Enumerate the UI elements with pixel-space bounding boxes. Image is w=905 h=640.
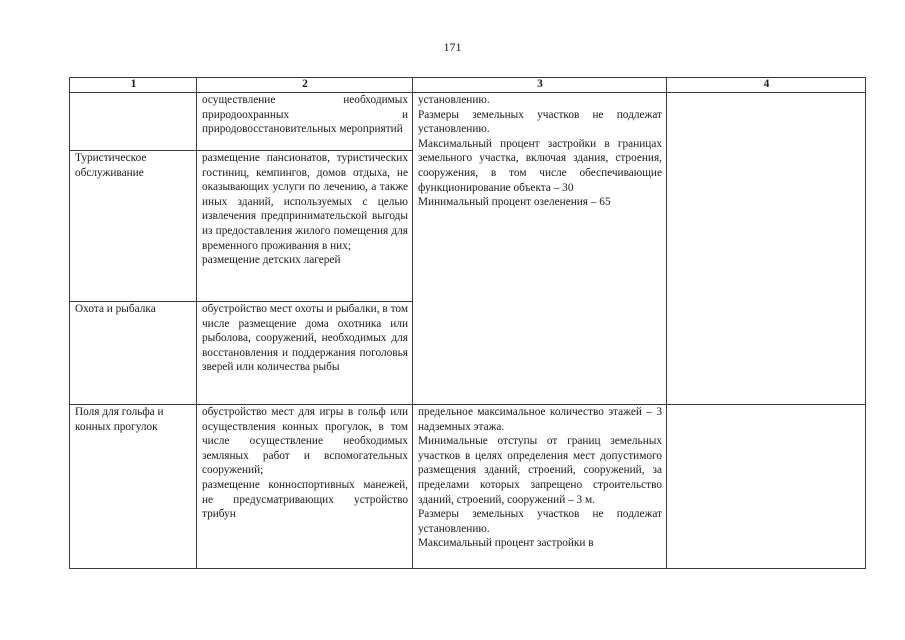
- parameters-paragraph: Минимальный процент озеленения – 65: [418, 196, 611, 209]
- parameters-cell: [413, 405, 667, 569]
- parameters-paragraph: Размеры земельных участков не подлежат установлению.: [418, 508, 662, 535]
- description-paragraph: размещение пансионатов, туристических гостиниц, кемпингов, домов отдыха, не оказывающих услуги по лечению, а также иных зданий, используемых с целью извлечения предпринимательской выгоды из предоставления жилого помещения для временного проживания в них;: [202, 152, 408, 252]
- column-header-4: 4: [667, 78, 866, 93]
- notes-cell: [667, 93, 866, 405]
- page-number: 171: [443, 40, 462, 54]
- description-cell: [197, 93, 413, 151]
- parameters-paragraph: предельное максимальное количество этажей – 3 надземных этажа.: [418, 406, 662, 433]
- parameters-paragraph: Максимальный процент застройки в: [418, 537, 594, 550]
- parameters-paragraph: Максимальный процент застройки в границах земельного участка, включая здания, строения, сооружения, в том числе обеспечивающие функционирование объекта – 30: [418, 137, 662, 194]
- table-row: [70, 93, 866, 151]
- parameters-paragraph: Размеры земельных участков не подлежат установлению.: [418, 108, 662, 136]
- notes-cell: [667, 405, 866, 569]
- parameters-cell: [413, 93, 667, 405]
- use-cell: [70, 93, 197, 151]
- description-cell: [197, 151, 413, 302]
- description-paragraph: размещение детских лагерей: [202, 254, 341, 267]
- parameters-paragraph: Минимальные отступы от границ земельных участков в целях определения мест допустимого размещения зданий, строений, сооружений, за пределами которых запрещено строительство зданий, строений, сооружений – 3 м.: [418, 435, 662, 506]
- column-header-3: 3: [413, 78, 667, 93]
- header-row: [70, 78, 866, 93]
- zoning-table: [69, 77, 866, 569]
- description-cell: [197, 302, 413, 405]
- column-header-1: 1: [70, 78, 197, 93]
- use-cell: Туристическое обслуживание: [70, 151, 197, 302]
- description-paragraph: обустройство мест для игры в гольф или осуществления конных прогулок, в том числе осуществление необходимых земляных работ и вспомогательных сооружений;: [202, 406, 408, 477]
- description-paragraph: размещение конноспортивных манежей, не предусматривающих устройство трибун: [202, 478, 408, 521]
- use-cell: Охота и рыбалка: [70, 302, 197, 405]
- use-cell: Поля для гольфа и конных прогулок: [70, 405, 197, 569]
- description-cell: [197, 405, 413, 569]
- table-row: [70, 405, 866, 569]
- column-header-2: 2: [197, 78, 413, 93]
- description-paragraph: осуществление необходимых природоохранных и природовосстановительных мероприятий: [202, 94, 408, 136]
- parameters-paragraph: установлению.: [418, 94, 490, 106]
- description-paragraph: обустройство мест охоты и рыбалки, в том числе размещение дома охотника или рыболова, сооружений, необходимых для восстановления и поддержания поголовья зверей или количества рыбы: [202, 303, 408, 374]
